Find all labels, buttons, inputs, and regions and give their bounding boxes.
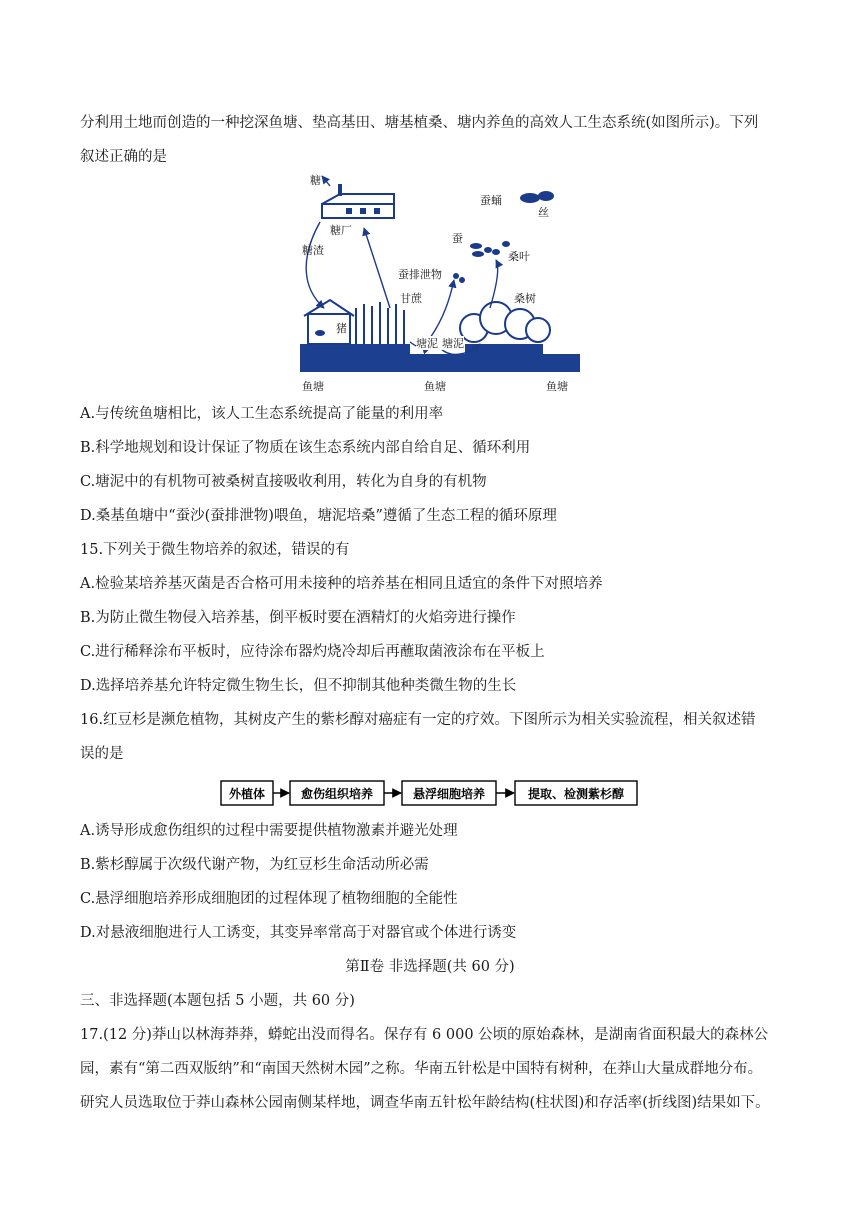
q16-stem-line-2: 误的是	[80, 746, 124, 762]
flow-step-callus-culture: 愈伤组织培养	[300, 787, 374, 801]
q15-option-a: A.检验某培养基灭菌是否合格可用未接种的培养基在相同且适宜的条件下对照培养	[80, 576, 603, 592]
silkworm-icon	[453, 191, 554, 283]
q14-option-c: C.塘泥中的有机物可被桑树直接吸收利用，转化为自身的有机物	[80, 474, 487, 490]
q17-line-3: 研究人员选取位于莽山森林公园南侧某样地，调查华南五针松年龄结构(柱状图)和存活率(折线图)结果如下。	[80, 1095, 770, 1111]
q14-option-d: D.桑基鱼塘中“蚕沙(蚕排泄物)喂鱼，塘泥培桑”遵循了生态工程的循环原理	[80, 508, 557, 524]
fig-label-gan: 甘蔗	[400, 292, 422, 305]
fig-label-yutang-left: 鱼塘	[302, 380, 324, 393]
fig-label-zhu: 猪	[336, 322, 347, 335]
q17-line-1: 17.(12 分)莽山以林海莽莽，蟒蛇出没而得名。保存有 6 000 公顷的原始森林，是湖南省面积最大的森林公	[80, 1027, 769, 1043]
mulberry-dike-fish-pond-figure	[290, 168, 590, 398]
flow-step-extract-detect: 提取、检测紫杉醇	[527, 787, 625, 801]
fig-label-yutang-right: 鱼塘	[546, 380, 568, 393]
q16-stem-line-1: 16.红豆杉是濒危植物，其树皮产生的紫杉醇对癌症有一定的疗效。下图所示为相关实验流程，相关叙述错	[80, 712, 756, 728]
fig-label-tangni-left: 塘泥	[416, 337, 438, 350]
fig-label-sangshu: 桑树	[514, 292, 536, 305]
fig-label-si: 丝	[538, 206, 549, 219]
sugarcane-icon	[356, 302, 404, 344]
q14-option-b: B.科学地规划和设计保证了物质在该生态系统内部自给自足、循环利用	[80, 440, 531, 456]
flow-step-suspension-culture: 悬浮细胞培养	[412, 787, 486, 801]
q16-option-a: A.诱导形成愈伤组织的过程中需要提供植物激素并避光处理	[80, 823, 458, 839]
section3-title: 三、非选择题(本题包括 5 小题，共 60 分)	[80, 993, 355, 1009]
q16-option-d: D.对悬液细胞进行人工诱变，其变异率常高于对器官或个体进行诱变	[80, 925, 517, 941]
fig-label-canpai: 蚕排泄物	[398, 268, 442, 281]
q14-option-a: A.与传统鱼塘相比，该人工生态系统提高了能量的利用率	[80, 406, 444, 422]
fig-label-yutang-mid: 鱼塘	[424, 380, 446, 393]
fig-label-tangzha: 糖渣	[302, 244, 324, 257]
q16-flowchart	[220, 778, 640, 808]
q17-line-2: 园，素有“第二西双版纳”和“南国天然树木园”之称。华南五针松是中国特有树种，在莽山大量成群地分布。	[80, 1061, 763, 1077]
fig-label-sangye: 桑叶	[508, 250, 530, 263]
sugar-factory-icon	[322, 184, 394, 218]
q15-option-b: B.为防止微生物侵入培养基，倒平板时要在酒精灯的火焰旁进行操作	[80, 610, 516, 626]
q15-option-c: C.进行稀释涂布平板时，应待涂布器灼烧冷却后再蘸取菌液涂布在平板上	[80, 644, 545, 660]
mulberry-tree-icon	[460, 302, 550, 342]
flow-step-explant: 外植体	[228, 787, 266, 801]
fig-label-can-e: 蚕蛹	[480, 194, 502, 207]
fig-label-tang: 糖	[310, 174, 321, 187]
fig-label-tangni-right: 塘泥	[442, 337, 464, 350]
fig-label-tangchang: 糖厂	[330, 224, 352, 237]
q15-stem: 15.下列关于微生物培养的叙述，错误的有	[80, 542, 350, 558]
fig-label-can: 蚕	[452, 232, 463, 245]
q16-option-c: C.悬浮细胞培养形成细胞团的过程体现了植物细胞的全能性	[80, 891, 458, 907]
q15-option-d: D.选择培养基允许特定微生物生长，但不抑制其他种类微生物的生长	[80, 678, 517, 694]
part2-title: 第Ⅱ卷 非选择题(共 60 分)	[345, 959, 515, 975]
q16-option-b: B.紫杉醇属于次级代谢产物，为红豆杉生命活动所必需	[80, 857, 429, 873]
intro-line-2: 叙述正确的是	[80, 149, 167, 165]
intro-line-1: 分利用土地而创造的一种挖深鱼塘、垫高基田、塘基植桑、塘内养鱼的高效人工生态系统(如图所示)。下列	[80, 115, 759, 131]
